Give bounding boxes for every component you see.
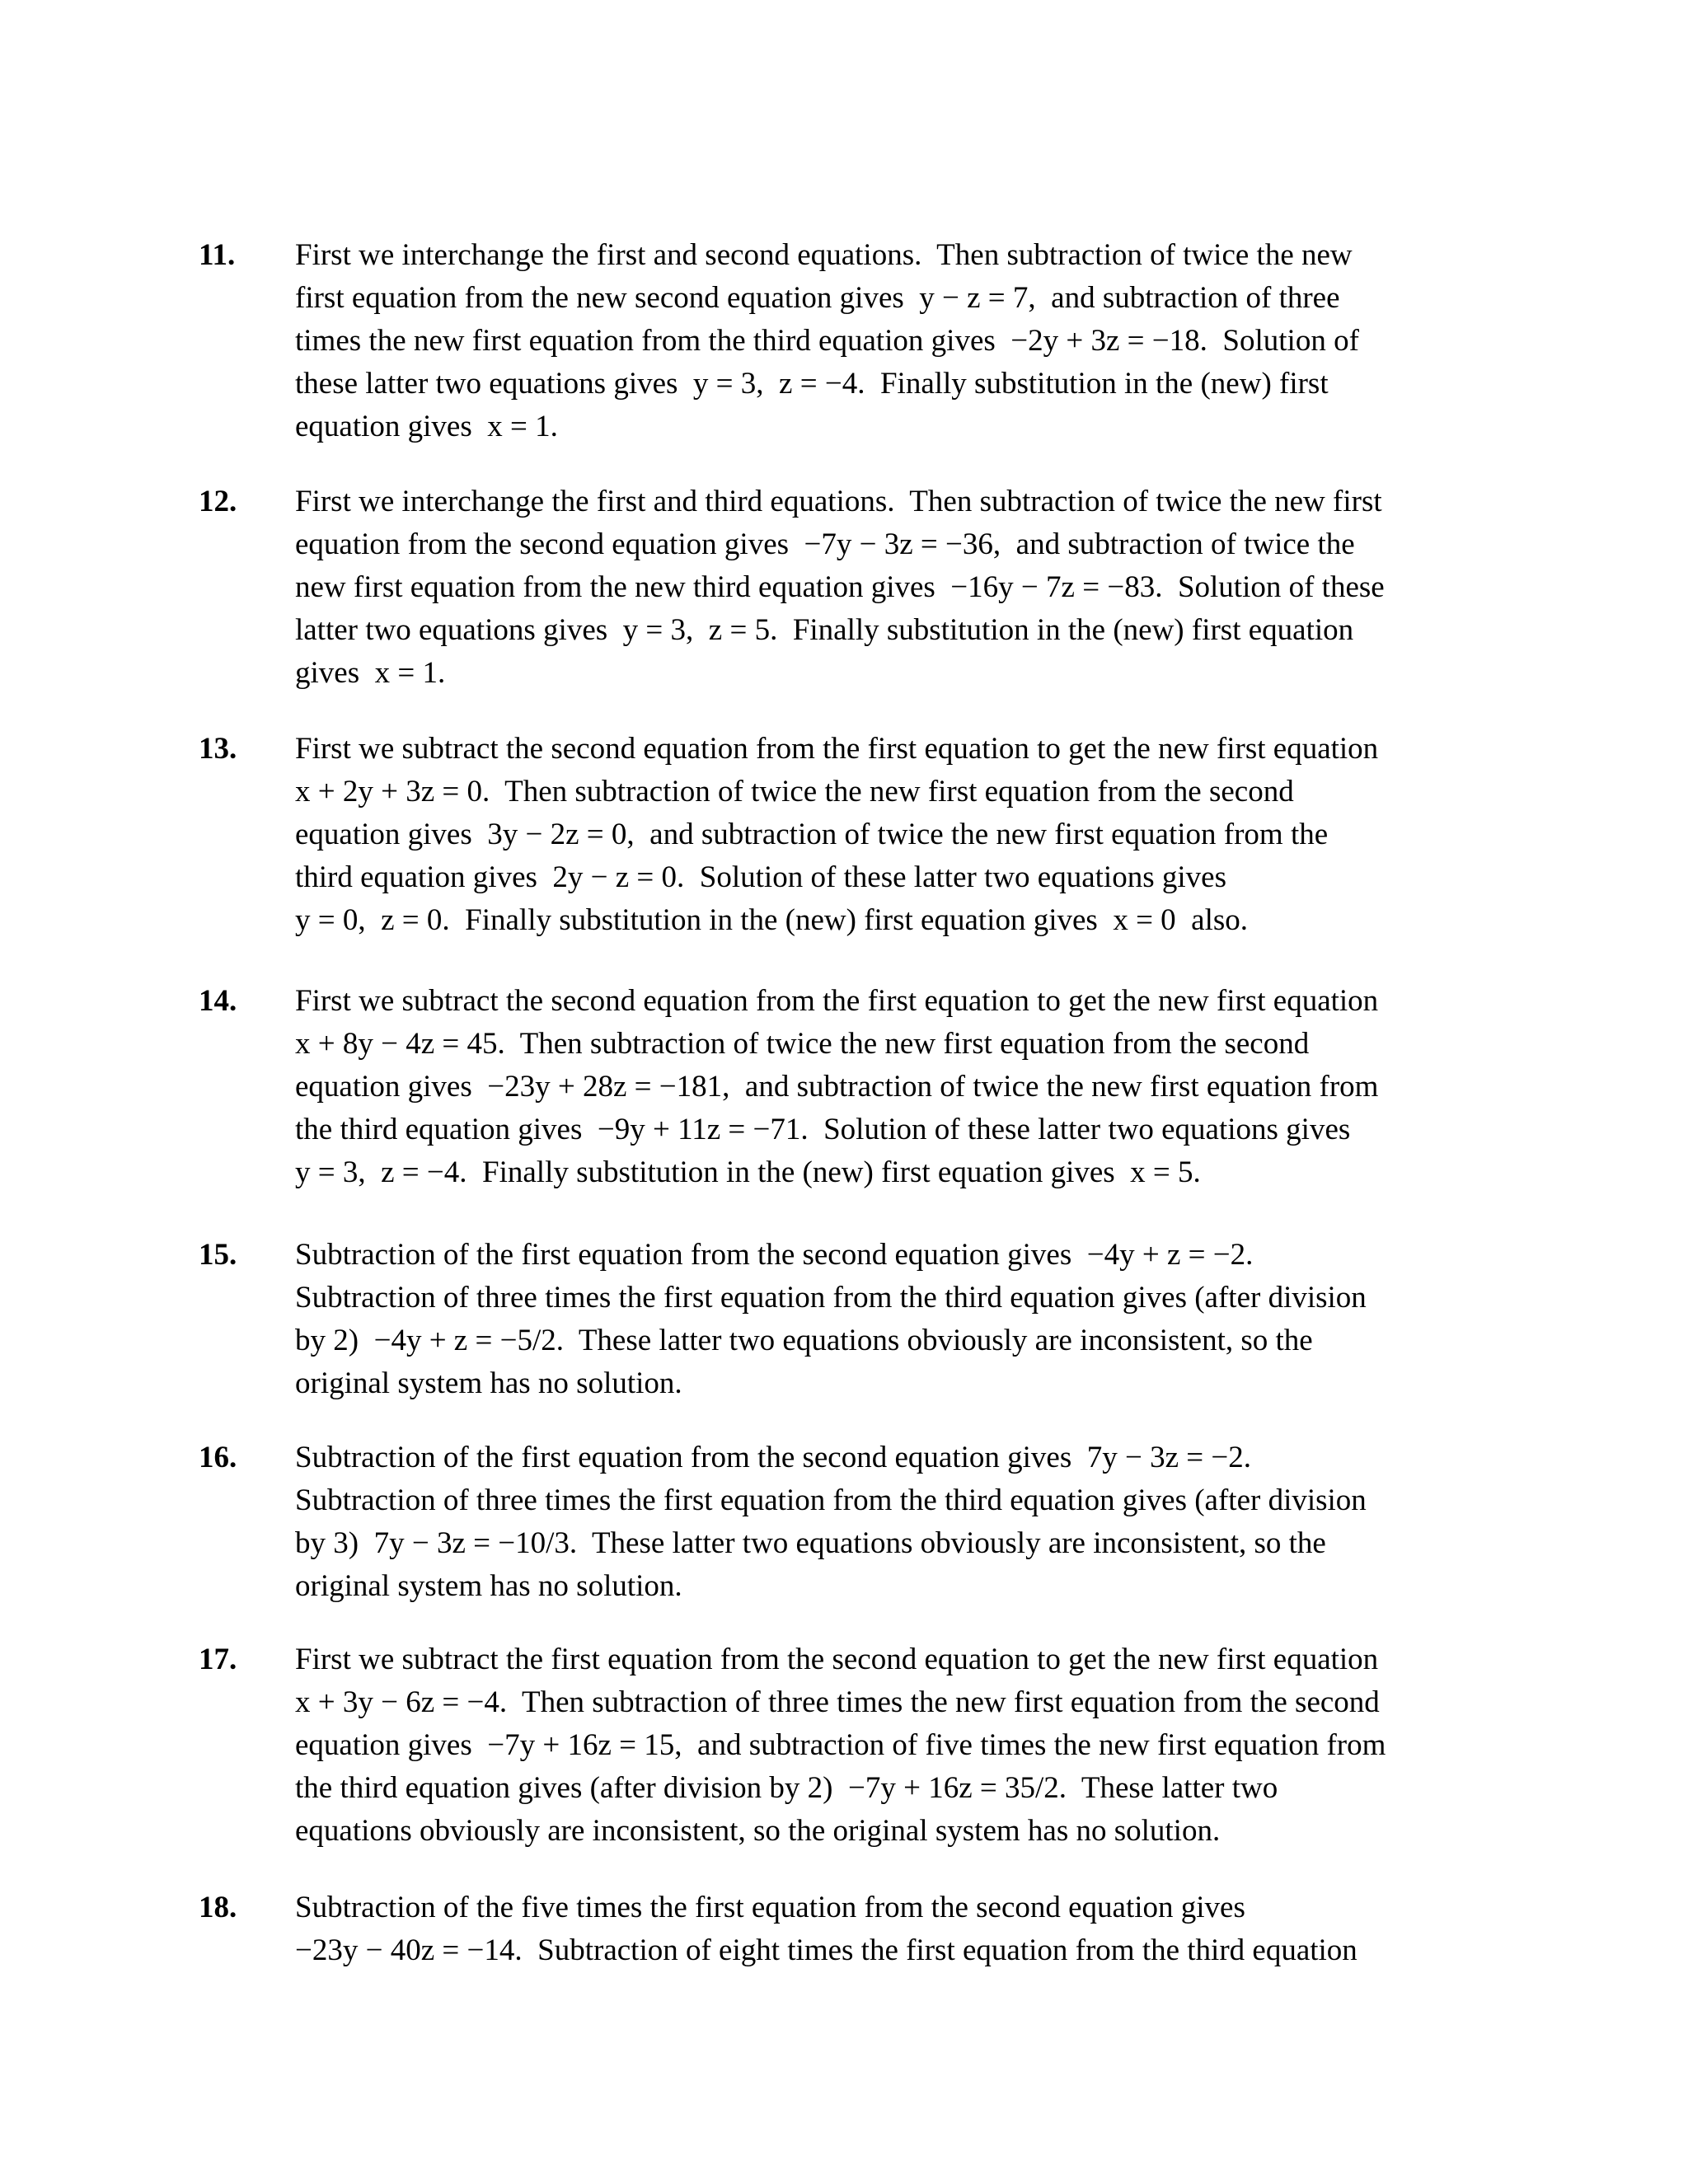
text-line: Subtraction of the first equation from the second equation gives 7y − 3z = −2. bbox=[295, 1441, 1252, 1474]
text-line: latter two equations gives y = 3, z = 5. Finally substitution in the (new) first equation bbox=[295, 613, 1354, 647]
text-line: original system has no solution. bbox=[295, 1366, 682, 1400]
text-line: equation gives −23y + 28z = −181, and subtraction of twice the new first equation from bbox=[295, 1070, 1379, 1104]
problem-text bbox=[295, 728, 1498, 942]
problem-text bbox=[295, 1234, 1498, 1405]
problem-text bbox=[295, 1638, 1498, 1853]
text-line: original system has no solution. bbox=[295, 1569, 682, 1603]
text-line: First we interchange the first and second equations. Then subtraction of twice the new bbox=[295, 238, 1353, 272]
problem-text bbox=[295, 480, 1498, 695]
text-line: the third equation gives −9y + 11z = −71. Solution of these latter two equations gives bbox=[295, 1113, 1351, 1146]
text-line: times the new first equation from the third equation gives −2y + 3z = −18. Solution of bbox=[295, 324, 1359, 358]
text-line: equations obviously are inconsistent, so the original system has no solution. bbox=[295, 1814, 1221, 1848]
text-line: equation gives 3y − 2z = 0, and subtraction of twice the new first equation from the bbox=[295, 818, 1329, 851]
problem-number: 11. bbox=[199, 238, 236, 272]
problem-text bbox=[295, 980, 1498, 1194]
text-line: equation from the second equation gives −7y − 3z = −36, and subtraction of twice the bbox=[295, 527, 1355, 561]
problem-number: 12. bbox=[199, 485, 237, 518]
problem-text bbox=[295, 1436, 1498, 1608]
text-line: third equation gives 2y − z = 0. Solution of these latter two equations gives bbox=[295, 860, 1226, 894]
text-line: −23y − 40z = −14. Subtraction of eight times the first equation from the third equation bbox=[295, 1933, 1357, 1967]
text-line: equation gives −7y + 16z = 15, and subtraction of five times the new first equation from bbox=[295, 1728, 1386, 1762]
text-line: gives x = 1. bbox=[295, 656, 446, 690]
text-line: x + 8y − 4z = 45. Then subtraction of twice the new first equation from the second bbox=[295, 1027, 1310, 1061]
problem-number: 16. bbox=[199, 1441, 237, 1474]
text-line: First we subtract the second equation from the first equation to get the new first equation bbox=[295, 984, 1379, 1018]
text-line: equation gives x = 1. bbox=[295, 410, 558, 443]
text-line: Subtraction of three times the first equation from the third equation gives (after division bbox=[295, 1281, 1367, 1315]
problem-text bbox=[295, 234, 1498, 448]
problem-number: 18. bbox=[199, 1891, 237, 1924]
problem-number: 14. bbox=[199, 984, 237, 1018]
problem-number: 15. bbox=[199, 1238, 237, 1272]
text-line: y = 3, z = −4. Finally substitution in the (new) first equation gives x = 5. bbox=[295, 1155, 1201, 1189]
text-line: the third equation gives (after division by 2) −7y + 16z = 35/2. These latter two bbox=[295, 1771, 1278, 1805]
text-line: these latter two equations gives y = 3, z = −4. Finally substitution in the (new) first bbox=[295, 367, 1329, 401]
problem-number: 17. bbox=[199, 1643, 237, 1676]
text-line: first equation from the new second equation gives y − z = 7, and subtraction of three bbox=[295, 281, 1340, 315]
text-line: Subtraction of the five times the first equation from the second equation gives bbox=[295, 1891, 1245, 1924]
text-line: Subtraction of three times the first equation from the third equation gives (after division bbox=[295, 1483, 1367, 1517]
problem-number: 13. bbox=[199, 732, 237, 766]
text-line: by 3) 7y − 3z = −10/3. These latter two equations obviously are inconsistent, so the bbox=[295, 1526, 1326, 1560]
text-line: First we subtract the second equation from the first equation to get the new first equation bbox=[295, 732, 1379, 766]
text-line: by 2) −4y + z = −5/2. These latter two equations obviously are inconsistent, so the bbox=[295, 1324, 1313, 1357]
text-line: x + 2y + 3z = 0. Then subtraction of twice the new first equation from the second bbox=[295, 775, 1294, 808]
text-line: Subtraction of the first equation from the second equation gives −4y + z = −2. bbox=[295, 1238, 1254, 1272]
text-line: x + 3y − 6z = −4. Then subtraction of three times the new first equation from the second bbox=[295, 1685, 1380, 1719]
text-line: First we subtract the first equation from the second equation to get the new first equation bbox=[295, 1643, 1379, 1676]
problem-text bbox=[295, 1886, 1498, 1972]
text-line: y = 0, z = 0. Finally substitution in the (new) first equation gives x = 0 also. bbox=[295, 903, 1249, 937]
text-line: new first equation from the new third equation gives −16y − 7z = −83. Solution of these bbox=[295, 570, 1385, 604]
text-line: First we interchange the first and third equations. Then subtraction of twice the new first bbox=[295, 485, 1382, 518]
